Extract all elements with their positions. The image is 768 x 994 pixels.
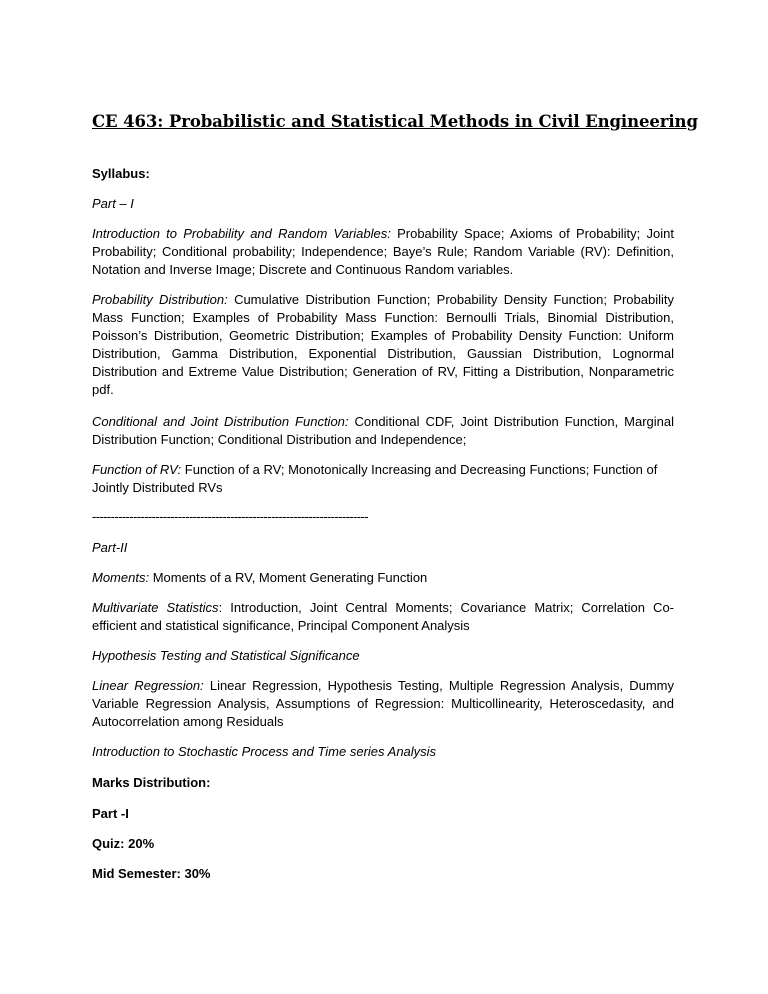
topic-body: Conditional CDF, Joint Distribution Function, Marginal Distribution Function; Conditional Distribution and Independence; <box>92 414 674 447</box>
topic-conditional-joint-distribution <box>92 413 674 449</box>
topic-body: Moments of a RV, Moment Generating Function <box>149 570 428 585</box>
topic-body: Probability Space; Axioms of Probability; Joint Probability; Conditional probability; Independence; Baye’s Rule; Random Variable (RV): Definition, Notation and Inverse Image; Discrete and Continuous Random variables. <box>92 226 674 277</box>
topic-probability-random-variables <box>92 225 674 279</box>
topic-hypothesis-testing <box>92 647 674 665</box>
topic-heading: Multivariate Statistics <box>92 600 219 615</box>
topic-heading: Conditional and Joint Distribution Function: <box>92 414 349 429</box>
topic-body: : Introduction, Joint Central Moments; Covariance Matrix; Correlation Co-efficient and statistical significance, Principal Component Analysis <box>92 600 675 633</box>
topic-heading: Linear Regression: <box>92 678 204 693</box>
topic-heading: Hypothesis Testing and Statistical Significance <box>92 648 360 663</box>
marks-part-label: Part -I <box>92 806 129 821</box>
topic-heading: Function of RV: <box>92 462 182 477</box>
part2-label: Part-II <box>92 540 128 555</box>
topic-function-of-rv <box>92 461 674 497</box>
marks-mid-semester: Mid Semester: 30% <box>92 866 211 881</box>
marks-quiz: Quiz: 20% <box>92 836 155 851</box>
topic-stochastic-process <box>92 743 674 761</box>
part1-label: Part – I <box>92 196 134 211</box>
topic-heading: Moments: <box>92 570 150 585</box>
section-separator: -------------------------------------------------------------------------- <box>92 509 368 524</box>
topic-multivariate-statistics <box>92 599 674 635</box>
topic-body: Function of a RV; Monotonically Increasing and Decreasing Functions; Function of Jointly Distributed RVs <box>92 462 658 495</box>
topic-body: Linear Regression, Hypothesis Testing, Multiple Regression Analysis, Dummy Variable Regression Analysis, Assumptions of Regression: Multicollinearity, Heteroscedasity, and Autocorrelation among Residuals <box>92 678 674 729</box>
topic-probability-distribution <box>92 291 674 399</box>
marks-distribution-label: Marks Distribution: <box>92 775 211 790</box>
syllabus-label: Syllabus: <box>92 166 150 181</box>
page-title: CE 463: Probabilistic and Statistical Methods in Civil Engineering <box>92 112 698 131</box>
topic-moments <box>92 569 674 587</box>
topic-heading: Introduction to Stochastic Process and Time series Analysis <box>92 744 437 759</box>
topic-linear-regression <box>92 677 674 731</box>
topic-heading: Probability Distribution: <box>92 292 228 307</box>
topic-heading: Introduction to Probability and Random Variables: <box>92 226 391 241</box>
topic-body: Cumulative Distribution Function; Probability Density Function; Probability Mass Function; Examples of Probability Mass Function: Bernoulli Trials, Binomial Distribution, Poisson’s Distribution, Geometric Distribution; Examples of Probability Density Function: Uniform Distribution, Gamma Distribution, Exponential Distribution, Gaussian Distribution, Lognormal Distribution and Extreme Value Distribution; Generation of RV, Fitting a Distribution, Nonparametric pdf. <box>92 292 674 397</box>
